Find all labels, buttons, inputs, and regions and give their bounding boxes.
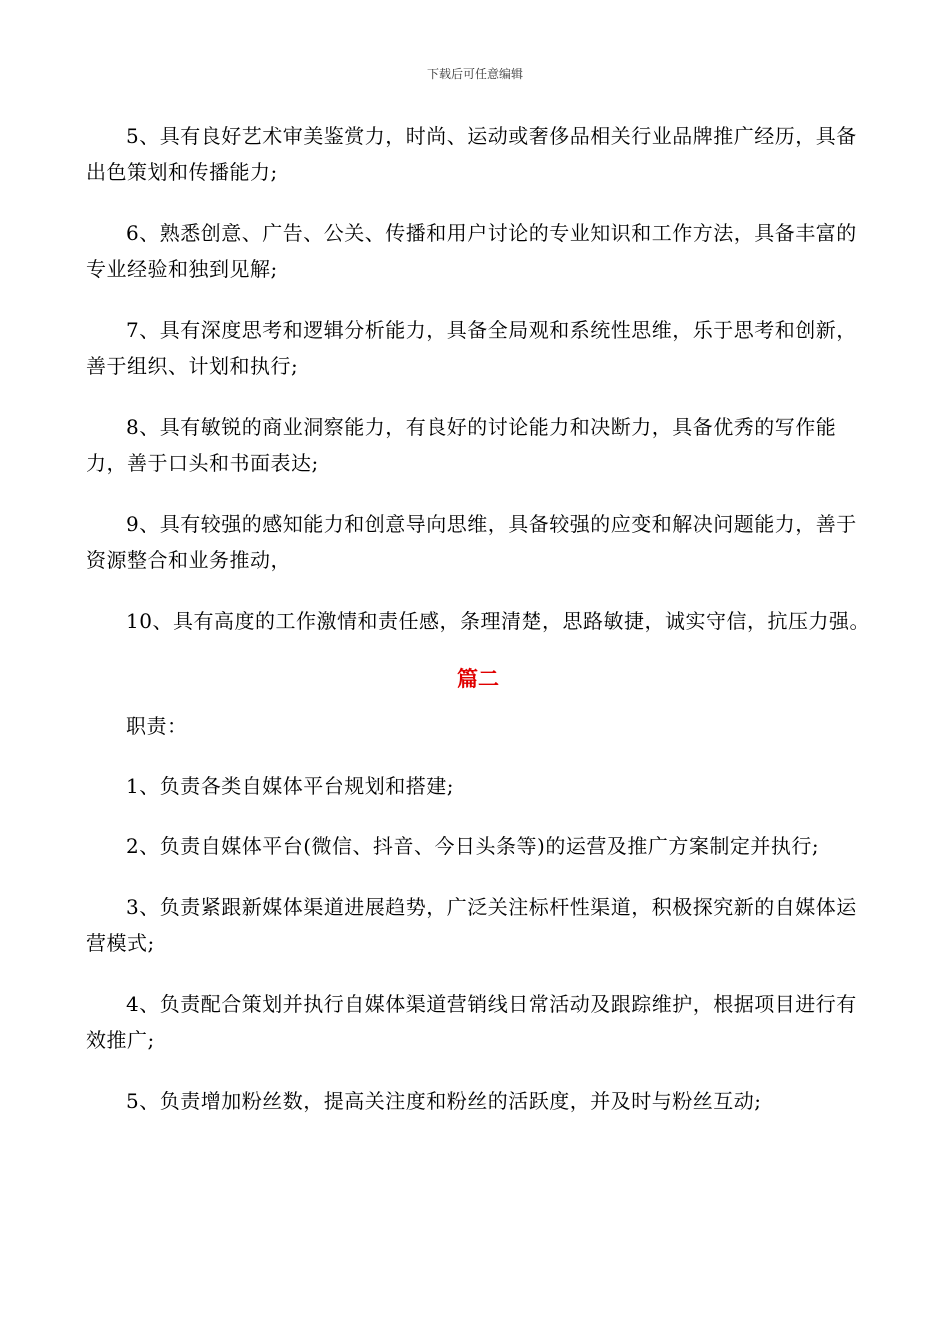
duty-item-5: 5、负责增加粉丝数，提高关注度和粉丝的活跃度，并及时与粉丝互动; bbox=[126, 1089, 762, 1113]
requirement-item-5: 5、具有良好艺术审美鉴赏力，时尚、运动或奢侈品相关行业品牌推广经历，具备出色策划和传播能力; bbox=[86, 124, 857, 184]
duty-item-1: 1、负责各类自媒体平台规划和搭建; bbox=[126, 774, 454, 798]
duty-item-4: 4、负责配合策划并执行自媒体渠道营销线日常活动及跟踪维护，根据项目进行有效推广; bbox=[86, 992, 857, 1052]
requirement-item-6: 6、熟悉创意、广告、公关、传播和用户讨论的专业知识和工作方法，具备丰富的专业经验和独到见解; bbox=[86, 221, 857, 281]
header-note: 下载后可任意编辑 bbox=[426, 67, 523, 81]
duty-item-3: 3、负责紧跟新媒体渠道进展趋势，广泛关注标杆性渠道，积极探究新的自媒体运营模式; bbox=[86, 895, 857, 955]
requirement-item-10: 10、具有高度的工作激情和责任感，条理清楚，思路敏捷，诚实守信，抗压力强。 bbox=[126, 609, 870, 633]
requirement-item-8: 8、具有敏锐的商业洞察能力，有良好的讨论能力和决断力，具备优秀的写作能力，善于口头和书面表达; bbox=[86, 415, 837, 475]
duties-heading: 职责： bbox=[126, 714, 188, 738]
requirement-item-7: 7、具有深度思考和逻辑分析能力，具备全局观和系统性思维，乐于思考和创新，善于组织、计划和执行; bbox=[86, 318, 857, 378]
duty-item-2: 2、负责自媒体平台(微信、抖音、今日头条等)的运营及推广方案制定并执行; bbox=[126, 834, 820, 858]
requirement-item-9: 9、具有较强的感知能力和创意导向思维，具备较强的应变和解决问题能力，善于资源整合和业务推动， bbox=[86, 512, 857, 572]
section-title: 篇二 bbox=[457, 667, 499, 691]
document-body bbox=[86, 118, 870, 1143]
